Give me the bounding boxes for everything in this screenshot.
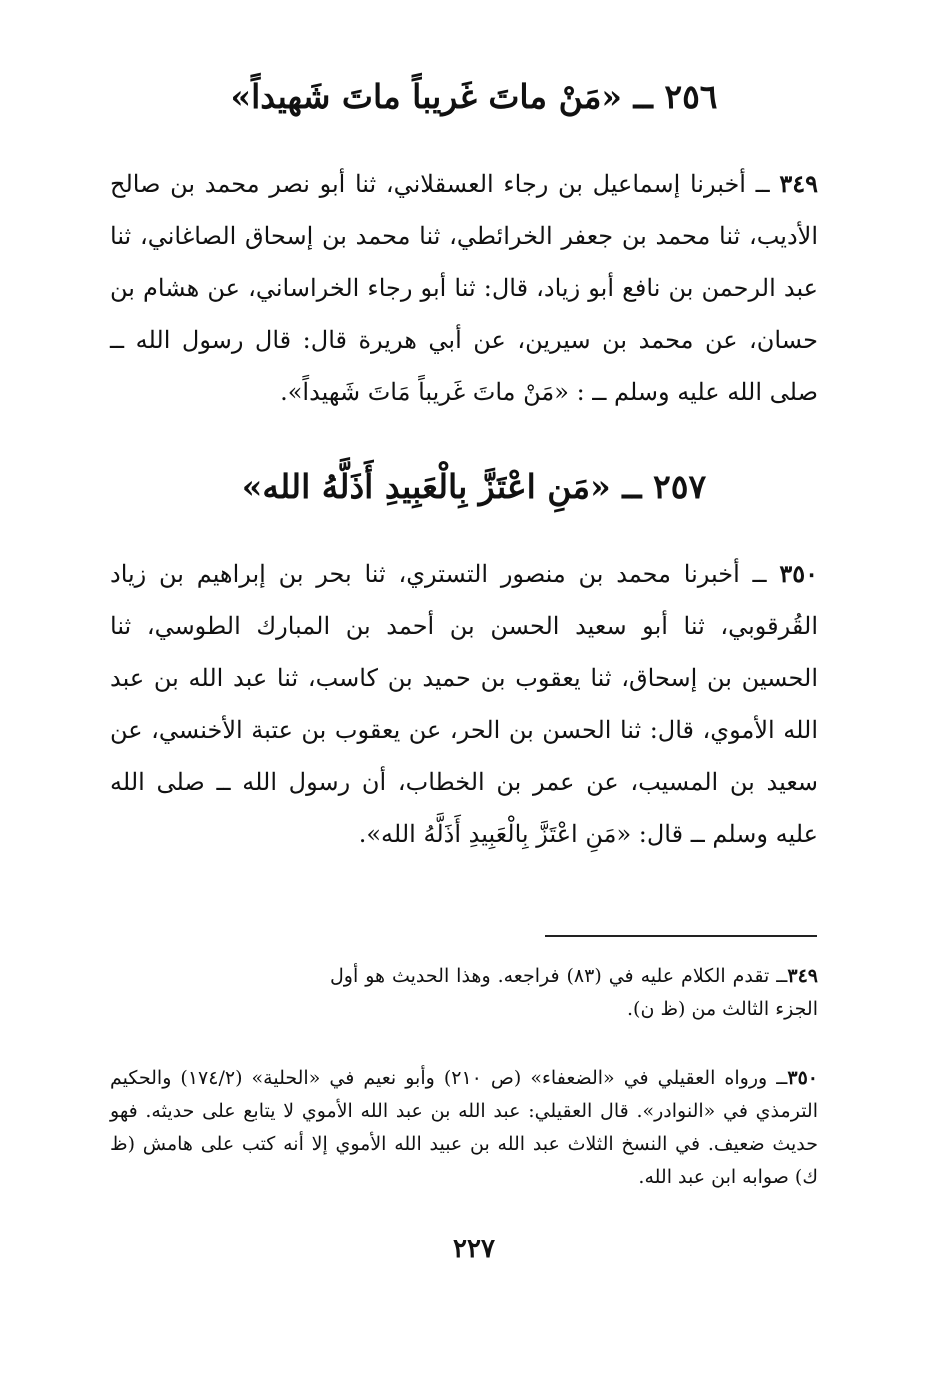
footnote-349 bbox=[330, 960, 818, 1026]
footnote-body: ــ ورواه العقيلي في «الضعفاء» (ص ٢١٠) وأبو نعيم في «الحلية» (١٧٤/٢) والحكيم الترمذي في «النوادر». قال العقيلي: عبد الله بن عبد الله الأموي لا يتابع على حديثه. فهو حديث ضعيف. في النسخ الثلاث عبد الله بن عبيد الله الأموي إلا أنه كتب على هامش (ظ ك) صوابه ابن عبد الله. bbox=[110, 1067, 818, 1188]
hadith-body: ــ أخبرنا إسماعيل بن رجاء العسقلاني، ثنا أبو نصر محمد بن صالح الأديب، ثنا محمد بن جعفر الخرائطي، ثنا محمد بن إسحاق الصاغاني، ثنا عبد الرحمن بن نافع أبو زياد، قال: ثنا أبو رجاء الخراساني، عن هشام بن حسان، عن محمد بن سيرين، عن أبي هريرة قال: قال رسول الله ــ صلى الله عليه وسلم ــ : «مَنْ ماتَ غَريباً مَاتَ شَهيداً». bbox=[110, 170, 819, 406]
footnote-number: ٣٤٩ bbox=[787, 965, 818, 987]
page-number: ٢٢٧ bbox=[453, 1234, 495, 1264]
footnote-number: ٣٥٠ bbox=[787, 1067, 818, 1089]
hadith-heading-257: ٢٥٧ ــ «مَنِ اعْتَزَّ بِالْعَبِيدِ أَذَلَّهُ الله» bbox=[241, 467, 707, 506]
footnote-body: ــ تقدم الكلام عليه في (٨٣) فراجعه. وهذا الحديث هو أول الجزء الثالث من (ظ ن). bbox=[330, 965, 818, 1020]
hadith-text-350 bbox=[110, 548, 818, 860]
hadith-text-349 bbox=[110, 158, 818, 418]
hadith-number: ٣٥٠ bbox=[779, 559, 818, 588]
hadith-body: ــ أخبرنا محمد بن منصور التستري، ثنا بحر بن إبراهيم بن زياد القُرقوبي، ثنا أبو سعيد الحسن بن أحمد بن المبارك الطوسي، ثنا الحسين بن إسحاق، ثنا يعقوب بن حميد بن كاسب، ثنا عبد الله بن عبد الله الأموي، قال: ثنا الحسن بن الحر، عن يعقوب بن عتبة الأخنسي، عن سعيد بن المسيب، عن عمر بن الخطاب، أن رسول الله ــ صلى الله عليه وسلم ــ قال: «مَنِ اعْتَزَّ بِالْعَبِيدِ أَذَلَّهُ الله». bbox=[110, 560, 818, 848]
footnote-divider bbox=[545, 935, 817, 937]
hadith-heading-256: ٢٥٦ ــ «مَنْ ماتَ غَريباً ماتَ شَهيداً» bbox=[230, 77, 718, 116]
hadith-number: ٣٤٩ bbox=[779, 169, 818, 198]
footnote-350 bbox=[110, 1062, 818, 1194]
